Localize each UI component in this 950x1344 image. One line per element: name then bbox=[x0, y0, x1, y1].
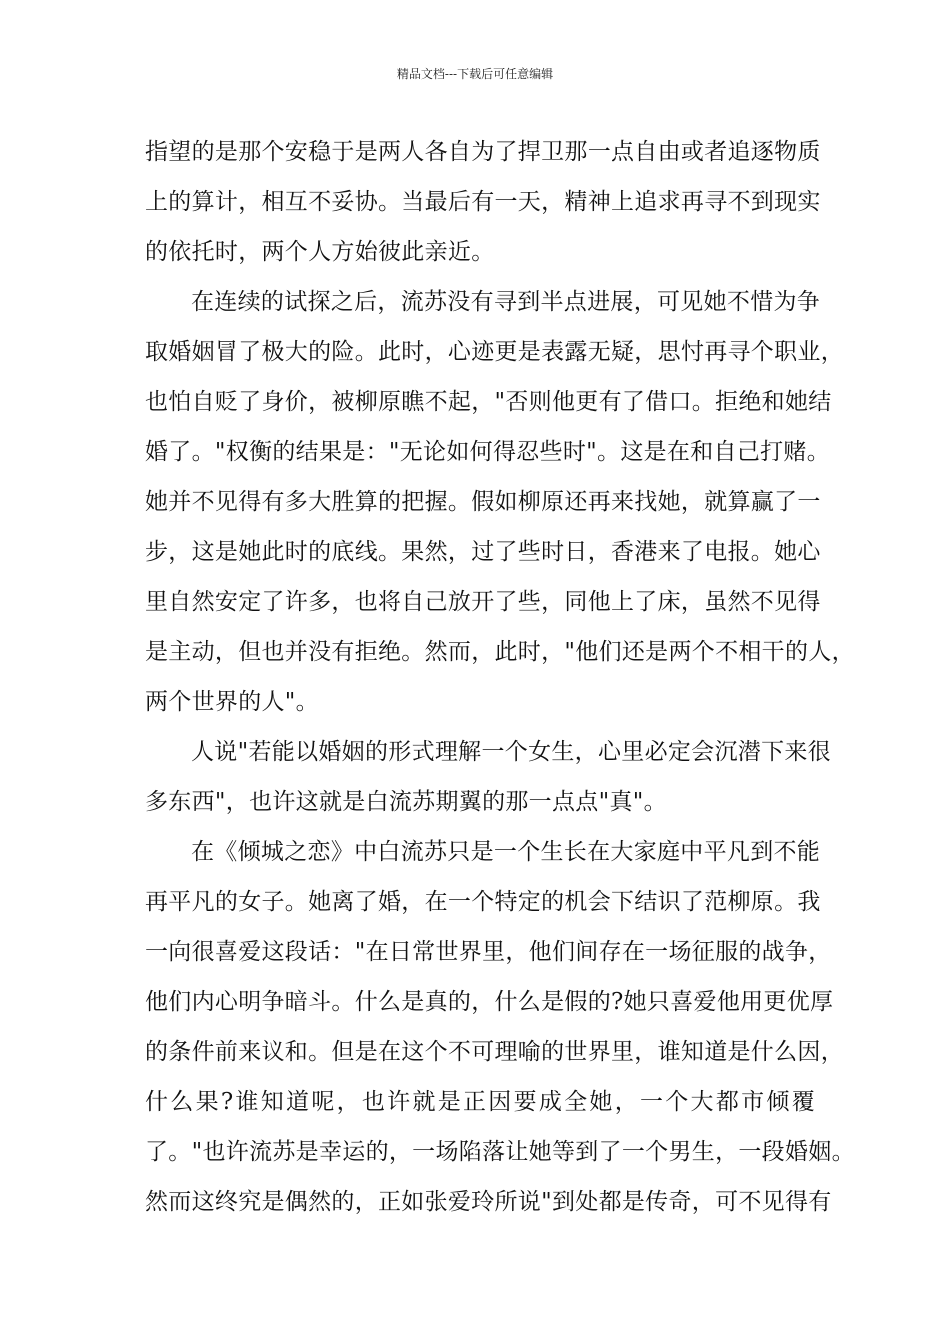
text-line: 然而这终究是偶然的，正如张爱玲所说"到处都是传奇，可不见得有 bbox=[145, 1189, 832, 1215]
text-line: 里自然安定了许多，也将自己放开了些，同他上了床，虽然不见得 bbox=[145, 589, 821, 615]
text-line: 指望的是那个安稳于是两人各自为了捍卫那一点自由或者追逐物质 bbox=[145, 139, 821, 165]
text-line: 什么果?谁知道呢，也许就是正因要成全她，一个大都市倾覆 bbox=[145, 1089, 815, 1115]
page-header: 精品文档---下载后可任意编辑 bbox=[396, 67, 554, 81]
text-line: 步，这是她此时的底线。果然，过了些时日，香港来了电报。她心 bbox=[145, 539, 821, 565]
text-line: 取婚姻冒了极大的险。此时，心迹更是表露无疑，思忖再寻个职业， bbox=[145, 339, 844, 365]
text-line: 再平凡的女子。她离了婚，在一个特定的机会下结识了范柳原。我 bbox=[145, 889, 821, 915]
text-line: 是主动，但也并没有拒绝。然而，此时，"他们还是两个不相干的人， bbox=[145, 639, 855, 665]
paragraph bbox=[145, 827, 855, 1227]
text-line: 一向很喜爱这段话："在日常世界里，他们间存在一场征服的战争， bbox=[145, 939, 832, 965]
paragraph bbox=[145, 727, 831, 827]
paragraph bbox=[145, 127, 821, 277]
text-line: 她并不见得有多大胜算的把握。假如柳原还再来找她，就算赢了一 bbox=[145, 489, 821, 515]
text-line: 上的算计，相互不妥协。当最后有一天，精神上追求再寻不到现实 bbox=[145, 189, 821, 215]
text-line: 的依托时，两个人方始彼此亲近。 bbox=[145, 239, 495, 265]
text-line: 多东西"，也许这就是白流苏期翼的那一点点"真"。 bbox=[145, 789, 667, 815]
text-line: 也怕自贬了身价，被柳原瞧不起，"否则他更有了借口。拒绝和她结 bbox=[145, 389, 832, 415]
text-line: 了。"也许流苏是幸运的，一场陷落让她等到了一个男生，一段婚姻。 bbox=[145, 1139, 855, 1165]
text-line: 他们内心明争暗斗。什么是真的，什么是假的?她只喜爱他用更优厚 bbox=[145, 989, 834, 1015]
text-line: 在《倾城之恋》中白流苏只是一个生长在大家庭中平凡到不能 bbox=[191, 839, 821, 865]
text-line: 在连续的试探之后，流苏没有寻到半点进展，可见她不惜为争 bbox=[191, 289, 821, 315]
paragraph bbox=[145, 277, 855, 727]
text-line: 两个世界的人"。 bbox=[145, 689, 319, 715]
text-line: 婚了。"权衡的结果是："无论如何得忍些时"。这是在和自己打赌。 bbox=[145, 439, 831, 465]
body-text bbox=[145, 127, 855, 1227]
text-line: 的条件前来议和。但是在这个不可理喻的世界里，谁知道是什么因， bbox=[145, 1039, 844, 1065]
text-line: 人说"若能以婚姻的形式理解一个女生，心里必定会沉潜下来很 bbox=[191, 739, 831, 765]
